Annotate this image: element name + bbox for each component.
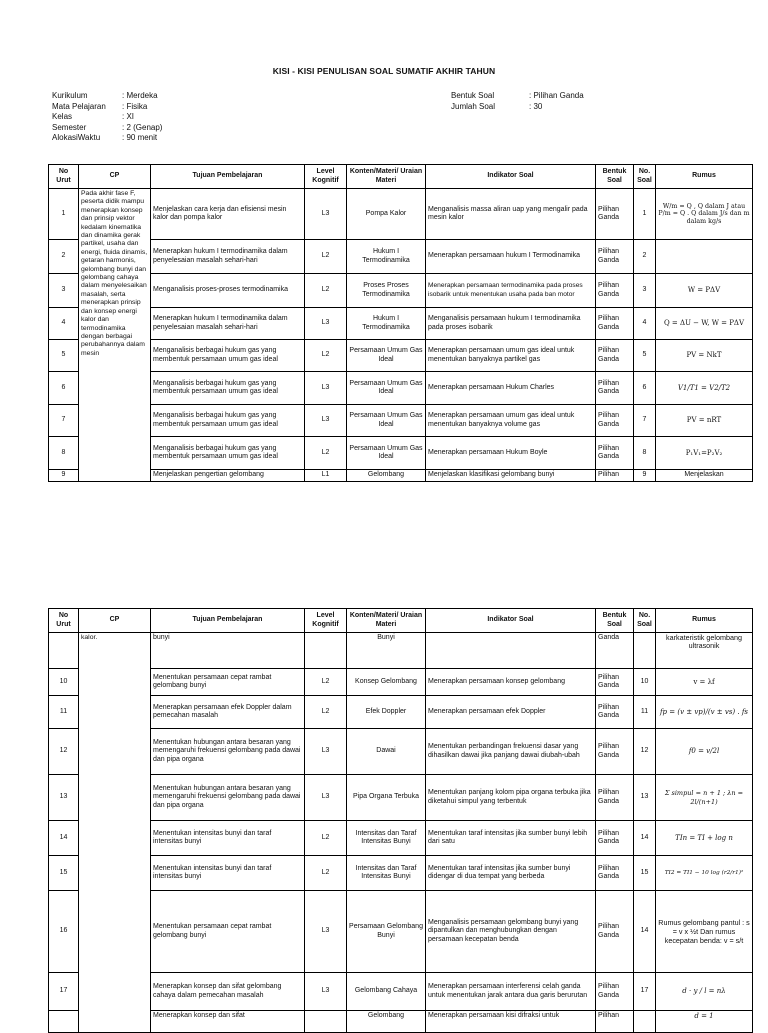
table-row — [49, 891, 753, 973]
cell-no: 10 — [49, 669, 79, 696]
cell-bentuk: Pilihan — [596, 1011, 634, 1033]
cell-indikator: Menerapkan persamaan umum gas ideal untuk menentukan banyaknya partikel gas — [426, 340, 596, 372]
cell-level: L2 — [305, 274, 347, 308]
cell-no-soal: 2 — [634, 240, 656, 274]
cell-rumus: Σ simpul = n + 1 ; λn = 2l/(n+1) — [656, 775, 753, 821]
cell-no-soal: 14 — [634, 891, 656, 973]
header-indikator: Indikator Soal — [426, 609, 596, 633]
cell-bentuk: Pilihan Ganda — [596, 891, 634, 973]
meta-row-kelas — [52, 112, 162, 123]
meta-key: AlokasiWaktu — [52, 133, 101, 143]
cell-tujuan: Menentukan intensitas bunyi dan taraf intensitas bunyi — [151, 856, 305, 891]
cell-bentuk: Pilihan Ganda — [596, 437, 634, 470]
cell-level: L2 — [305, 669, 347, 696]
cell-no: 7 — [49, 405, 79, 437]
cell-konten: Bunyi — [347, 633, 426, 669]
header-level: Level Kognitif — [305, 165, 347, 189]
cell-indikator: Menentukan panjang kolom pipa organa terbuka jika diketahui simpul yang terbentuk — [426, 775, 596, 821]
cell-rumus: Rumus gelombang pantul : s = v x ½t Dan rumus kecepatan benda: v = s/t — [656, 891, 753, 973]
cell-indikator: Menerapkan persamaan termodinamika pada proses isobarik untuk menentukan usaha pada ban motor — [426, 274, 596, 308]
table-row — [49, 274, 753, 308]
cell-no: 6 — [49, 372, 79, 405]
meta-value: : Fisika — [122, 101, 148, 111]
cell-indikator: Menganalisis massa aliran uap yang mengalir pada mesin kalor — [426, 189, 596, 240]
header-cp: CP — [79, 165, 151, 189]
cell-konten: Persamaan Umum Gas Ideal — [347, 372, 426, 405]
meta-key: Jumlah Soal — [451, 101, 496, 111]
cell-tujuan: Menganalisis proses-proses termodinamika — [151, 274, 305, 308]
header-indikator: Indikator Soal — [426, 165, 596, 189]
header-no-urut: No Urut — [49, 609, 79, 633]
cell-indikator — [426, 633, 596, 669]
table-row — [49, 240, 753, 274]
cell-konten: Intensitas dan Taraf Intensitas Bunyi — [347, 821, 426, 856]
cell-tujuan: Menganalisis berbagai hukum gas yang membentuk persamaan umum gas ideal — [151, 405, 305, 437]
cell-no: 15 — [49, 856, 79, 891]
cell-indikator: Menentukan taraf intensitas jika sumber bunyi didengar di dua tempat yang berbeda — [426, 856, 596, 891]
cell-bentuk: Pilihan Ganda — [596, 729, 634, 775]
cell-no: 17 — [49, 973, 79, 1011]
cell-indikator: Menganalisis persamaan hukum I termodinamika pada proses isobarik — [426, 308, 596, 340]
cell-no-soal: 10 — [634, 669, 656, 696]
table-row — [49, 470, 753, 482]
cell-tujuan: Menganalisis berbagai hukum gas yang membentuk persamaan umum gas ideal — [151, 340, 305, 372]
cell-bentuk: Pilihan — [596, 470, 634, 482]
meta-value: : Merdeka — [122, 91, 158, 100]
table-header-row — [49, 165, 753, 189]
cell-rumus: W/m = Q , Q dalam J atau P/m = Q . Q dalam J/s dan m dalam kg/s — [656, 189, 753, 240]
cell-no-soal: 6 — [634, 372, 656, 405]
cell-no — [49, 1011, 79, 1033]
cell-no: 12 — [49, 729, 79, 775]
cell-tujuan: Menjelaskan pengertian gelombang — [151, 470, 305, 482]
meta-row-kurikulum — [52, 91, 162, 102]
table-row — [49, 775, 753, 821]
cell-konten: Gelombang — [347, 470, 426, 482]
cell-konten: Pompa Kalor — [347, 189, 426, 240]
cell-indikator: Menerapkan persamaan konsep gelombang — [426, 669, 596, 696]
cell-no-soal: 14 — [634, 821, 656, 856]
cell-rumus: fp = (v ± vp)/(v ± vs) . fs — [656, 696, 753, 729]
cell-konten: Konsep Gelombang — [347, 669, 426, 696]
cell-no-soal — [634, 633, 656, 669]
cell-rumus: TIn = TI + log n — [656, 821, 753, 856]
table-row — [49, 405, 753, 437]
cell-no: 13 — [49, 775, 79, 821]
cell-no: 16 — [49, 891, 79, 973]
cell-no: 1 — [49, 189, 79, 240]
cell-no-soal: 3 — [634, 274, 656, 308]
header-rumus: Rumus — [656, 609, 753, 633]
meta-key: Kurikulum — [52, 91, 88, 100]
kisi-table-1 — [48, 164, 753, 482]
cell-bentuk: Pilihan Ganda — [596, 274, 634, 308]
cell-bentuk: Pilihan Ganda — [596, 240, 634, 274]
cell-level: L3 — [305, 891, 347, 973]
cell-indikator: Menjelaskan klasifikasi gelombang bunyi — [426, 470, 596, 482]
cell-level: L2 — [305, 856, 347, 891]
meta-right — [451, 91, 584, 112]
cell-no-soal: 8 — [634, 437, 656, 470]
cell-indikator: Menentukan taraf intensitas jika sumber bunyi lebih dari satu — [426, 821, 596, 856]
kisi-table-2 — [48, 608, 753, 1033]
cell-tujuan: Menerapkan hukum I termodinamika dalam penyelesaian masalah sehari-hari — [151, 240, 305, 274]
cell-konten: Hukum I Termodinamika — [347, 308, 426, 340]
table-row — [49, 633, 753, 669]
cell-no-soal: 7 — [634, 405, 656, 437]
cell-indikator: Menerapkan persamaan hukum I Termodinamika — [426, 240, 596, 274]
cell-level: L2 — [305, 240, 347, 274]
meta-value: : 30 — [529, 101, 543, 111]
meta-key: Bentuk Soal — [451, 91, 495, 100]
cell-cp: Pada akhir fase F, peserta didik mampu menerapkan konsep dan prinsip vektor kedalam kinematika dan dinamika gerak partikel, usaha dan energi, fluida dinamis, getaran harmonis, gelombang bunyi dan gelombang cahaya dalam menyelesaikan masalah, serta menerapkan prinsip dan konsep energi kalor dan termodinamika dengan berbagai perubahannya dalam mesin — [79, 189, 151, 482]
cell-bentuk: Pilihan Ganda — [596, 775, 634, 821]
cell-level — [305, 1011, 347, 1033]
document-title: KISI - KISI PENULISAN SOAL SUMATIF AKHIR TAHUN — [272, 66, 496, 76]
cell-rumus: Menjelaskan — [656, 470, 753, 482]
cell-rumus: karkateristik gelombang ultrasonik — [656, 633, 753, 669]
cell-no-soal: 9 — [634, 470, 656, 482]
table-row — [49, 856, 753, 891]
cell-rumus: d = 1 — [656, 1011, 753, 1033]
cell-indikator: Menerapkan persamaan interferensi celah ganda untuk menentukan jarak antara dua garis berurutan — [426, 973, 596, 1011]
cell-konten: Hukum I Termodinamika — [347, 240, 426, 274]
cell-level: L1 — [305, 470, 347, 482]
cell-cp: kalor. — [79, 633, 151, 1033]
cell-indikator: Menganalisis persamaan gelombang bunyi yang dipantulkan dan menghubungkan dengan persamaan kecepatan benda — [426, 891, 596, 973]
cell-rumus: TI2 = TI1 − 10 log (r2/r1)² — [656, 856, 753, 891]
meta-row-mapel — [52, 102, 162, 113]
cell-level: L3 — [305, 729, 347, 775]
cell-no: 11 — [49, 696, 79, 729]
table-row — [49, 821, 753, 856]
cell-tujuan: Menganalisis berbagai hukum gas yang membentuk persamaan umum gas ideal — [151, 372, 305, 405]
cell-bentuk: Pilihan Ganda — [596, 372, 634, 405]
cell-no — [49, 633, 79, 669]
cell-bentuk: Ganda — [596, 633, 634, 669]
cell-tujuan: Menentukan persamaan cepat rambat gelombang bunyi — [151, 891, 305, 973]
cell-tujuan: Menentukan persamaan cepat rambat gelombang bunyi — [151, 669, 305, 696]
cell-indikator: Menentukan perbandingan frekuensi dasar yang dihasilkan dawai jika panjang dawai diubah-ubah — [426, 729, 596, 775]
meta-value: : 2 (Genap) — [122, 122, 163, 132]
cell-konten: Gelombang Cahaya — [347, 973, 426, 1011]
cell-no-soal: 15 — [634, 856, 656, 891]
cell-no-soal: 5 — [634, 340, 656, 372]
table-row — [49, 189, 753, 240]
table-row — [49, 437, 753, 470]
cell-no: 9 — [49, 470, 79, 482]
cell-tujuan: Menentukan hubungan antara besaran yang memengaruhi frekuensi gelombang pada dawai dan pipa organa — [151, 775, 305, 821]
cell-bentuk: Pilihan Ganda — [596, 405, 634, 437]
cell-no: 14 — [49, 821, 79, 856]
cell-rumus: v = λf — [656, 669, 753, 696]
cell-rumus: Q = ΔU − W, W = PΔV — [656, 308, 753, 340]
header-tujuan: Tujuan Pembelajaran — [151, 165, 305, 189]
header-no-urut: No Urut — [49, 165, 79, 189]
header-rumus: Rumus — [656, 165, 753, 189]
cell-tujuan: Menentukan intensitas bunyi dan taraf intensitas bunyi — [151, 821, 305, 856]
cell-tujuan: Menentukan hubungan antara besaran yang memengaruhi frekuensi gelombang pada dawai dan pipa organa — [151, 729, 305, 775]
cell-level: L3 — [305, 189, 347, 240]
header-no-soal: No. Soal — [634, 609, 656, 633]
header-no-soal: No. Soal — [634, 165, 656, 189]
header-bentuk: Bentuk Soal — [596, 609, 634, 633]
meta-value: : Pilihan Ganda — [529, 91, 584, 100]
cell-level: L3 — [305, 973, 347, 1011]
table-row — [49, 340, 753, 372]
cell-bentuk: Pilihan Ganda — [596, 973, 634, 1011]
cell-no-soal: 1 — [634, 189, 656, 240]
meta-value: : 90 menit — [122, 133, 158, 143]
cell-no-soal — [634, 1011, 656, 1033]
cell-tujuan: Menganalisis berbagai hukum gas yang membentuk persamaan umum gas ideal — [151, 437, 305, 470]
cell-no: 4 — [49, 308, 79, 340]
cell-tujuan: bunyi — [151, 633, 305, 669]
cell-bentuk: Pilihan Ganda — [596, 308, 634, 340]
cell-no-soal: 13 — [634, 775, 656, 821]
cell-tujuan: Menjelaskan cara kerja dan efisiensi mesin kalor dan pompa kalor — [151, 189, 305, 240]
cell-no: 8 — [49, 437, 79, 470]
cell-rumus: W = PΔV — [656, 274, 753, 308]
table-row — [49, 669, 753, 696]
cell-rumus: PV = NkT — [656, 340, 753, 372]
cell-konten: Proses Proses Termodinamika — [347, 274, 426, 308]
cell-indikator: Menerapkan persamaan efek Doppler — [426, 696, 596, 729]
cell-konten: Gelombang — [347, 1011, 426, 1033]
header-cp: CP — [79, 609, 151, 633]
cell-konten: Efek Doppler — [347, 696, 426, 729]
cell-konten: Pipa Organa Terbuka — [347, 775, 426, 821]
cell-rumus: PV = nRT — [656, 405, 753, 437]
cell-level — [305, 633, 347, 669]
cell-no: 3 — [49, 274, 79, 308]
meta-row-bentuk — [451, 91, 584, 102]
cell-bentuk: Pilihan Ganda — [596, 189, 634, 240]
cell-tujuan: Menerapkan persamaan efek Doppler dalam pemecahan masalah — [151, 696, 305, 729]
cell-rumus: V1/T1 = V2/T2 — [656, 372, 753, 405]
table-row — [49, 308, 753, 340]
table-row — [49, 1011, 753, 1033]
table-row — [49, 973, 753, 1011]
cell-level: L2 — [305, 437, 347, 470]
cell-no-soal: 11 — [634, 696, 656, 729]
table-row — [49, 696, 753, 729]
cell-level: L3 — [305, 405, 347, 437]
header-konten: Konten/Materi/ Uraian Materi — [347, 609, 426, 633]
cell-tujuan: Menerapkan konsep dan sifat — [151, 1011, 305, 1033]
cell-rumus — [656, 240, 753, 274]
meta-value: : XI — [122, 112, 135, 122]
cell-bentuk: Pilihan Ganda — [596, 696, 634, 729]
cell-bentuk: Pilihan Ganda — [596, 669, 634, 696]
cell-indikator: Menerapkan persamaan umum gas ideal untuk menentukan banyaknya volume gas — [426, 405, 596, 437]
cell-indikator: Menerapkan persamaan Hukum Charles — [426, 372, 596, 405]
cell-tujuan: Menerapkan konsep dan sifat gelombang cahaya dalam pemecahan masalah — [151, 973, 305, 1011]
cell-konten: Dawai — [347, 729, 426, 775]
cell-tujuan: Menerapkan hukum I termodinamika dalam penyelesaian masalah sehari-hari — [151, 308, 305, 340]
meta-row-jumlah — [451, 102, 584, 113]
cell-rumus: f0 = v/2l — [656, 729, 753, 775]
meta-key: Mata Pelajaran — [52, 101, 106, 111]
cell-bentuk: Pilihan Ganda — [596, 821, 634, 856]
cell-level: L2 — [305, 340, 347, 372]
cell-level: L3 — [305, 775, 347, 821]
cell-level: L2 — [305, 821, 347, 856]
cell-no: 2 — [49, 240, 79, 274]
meta-row-alokasi — [52, 133, 162, 144]
header-konten: Konten/Materi/ Uraian Materi — [347, 165, 426, 189]
cell-konten: Persamaan Umum Gas Ideal — [347, 437, 426, 470]
header-tujuan: Tujuan Pembelajaran — [151, 609, 305, 633]
table-row — [49, 372, 753, 405]
cell-indikator: Menerapkan persamaan Hukum Boyle — [426, 437, 596, 470]
cell-no-soal: 4 — [634, 308, 656, 340]
cell-rumus: P₁V₁=P₂V₂ — [656, 437, 753, 470]
cell-level: L3 — [305, 308, 347, 340]
header-level: Level Kognitif — [305, 609, 347, 633]
meta-key: Kelas — [52, 112, 73, 122]
cell-konten: Persamaan Umum Gas Ideal — [347, 405, 426, 437]
header-bentuk: Bentuk Soal — [596, 165, 634, 189]
cell-indikator: Menerapkan persamaan kisi difraksi untuk — [426, 1011, 596, 1033]
table-header-row — [49, 609, 753, 633]
cell-level: L3 — [305, 372, 347, 405]
meta-left — [52, 91, 162, 144]
cell-konten: Persamaan Umum Gas Ideal — [347, 340, 426, 372]
cell-bentuk: Pilihan Ganda — [596, 856, 634, 891]
cell-konten: Intensitas dan Taraf Intensitas Bunyi — [347, 856, 426, 891]
cell-konten: Persamaan Gelombang Bunyi — [347, 891, 426, 973]
cell-no-soal: 17 — [634, 973, 656, 1011]
cell-level: L2 — [305, 696, 347, 729]
meta-row-semester — [52, 123, 162, 134]
meta-key: Semester — [52, 122, 87, 132]
cell-no: 5 — [49, 340, 79, 372]
cell-rumus: d · y / l = nλ — [656, 973, 753, 1011]
cell-bentuk: Pilihan Ganda — [596, 340, 634, 372]
table-row — [49, 729, 753, 775]
cell-no-soal: 12 — [634, 729, 656, 775]
